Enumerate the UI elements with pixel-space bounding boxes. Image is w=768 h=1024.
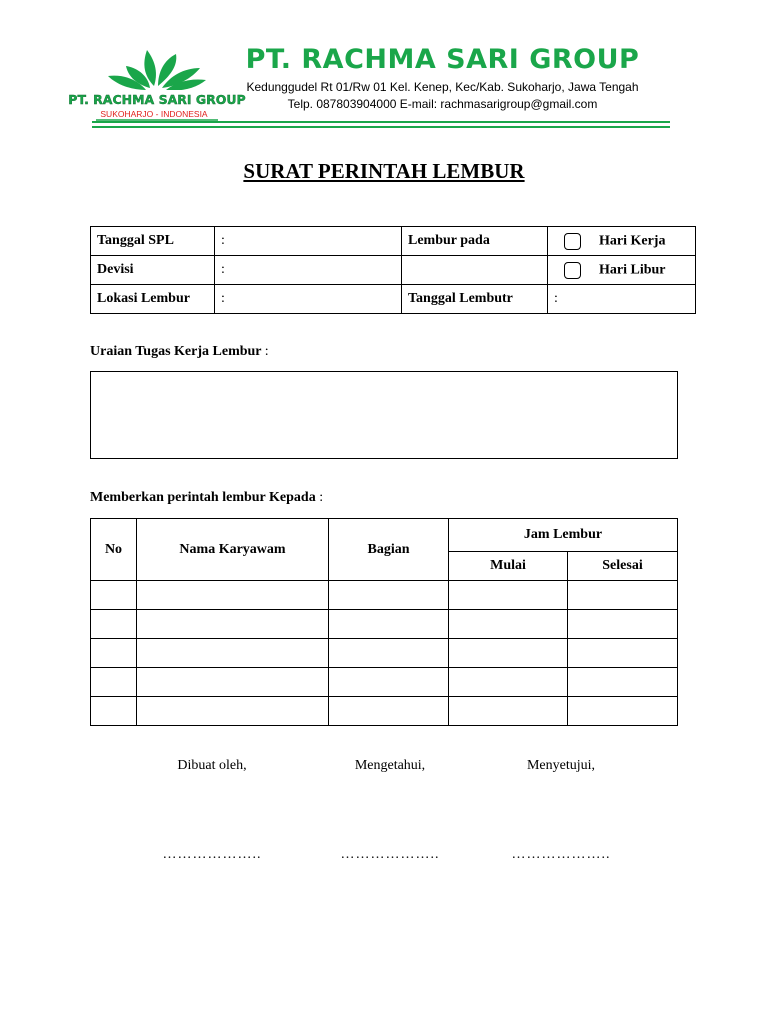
table-row: [91, 285, 696, 314]
company-logo: [68, 46, 246, 122]
cell[interactable]: [137, 581, 329, 610]
header-nama: Nama Karyawam: [137, 519, 329, 581]
tanggal-spl-label: Tanggal SPL: [91, 227, 215, 256]
cell[interactable]: [329, 581, 449, 610]
cell[interactable]: [137, 668, 329, 697]
signature-mengetahui-label: Mengetahui,: [354, 758, 426, 773]
company-name: PT. RACHMA SARI GROUP: [245, 44, 640, 75]
logo-wordmark: PT. RACHMA SARI GROUP: [68, 92, 246, 107]
cell[interactable]: [329, 697, 449, 726]
cell[interactable]: [91, 610, 137, 639]
tanggal-spl-field[interactable]: :: [215, 227, 402, 256]
hari-kerja-checkbox[interactable]: [564, 233, 581, 250]
company-contact: Telp. 087803904000 E-mail: rachmasarigroup@gmail.com: [287, 97, 598, 111]
tanggal-lembur-label: Tanggal Lembutr: [402, 285, 548, 314]
hari-libur-checkbox[interactable]: [564, 262, 581, 279]
task-description-box[interactable]: [90, 371, 678, 459]
header-jam-lembur: Jam Lembur: [449, 519, 678, 552]
document-title: SURAT PERINTAH LEMBUR: [243, 159, 525, 183]
cell[interactable]: [91, 668, 137, 697]
lokasi-lembur-label: Lokasi Lembur: [91, 285, 215, 314]
table-row[interactable]: [91, 581, 678, 610]
cell[interactable]: [329, 610, 449, 639]
table-row[interactable]: [91, 610, 678, 639]
table-header-row: [91, 519, 678, 552]
cell[interactable]: [91, 581, 137, 610]
header-rule: [92, 126, 670, 128]
company-address: Kedunggudel Rt 01/Rw 01 Kel. Kenep, Kec/Kab. Sukoharjo, Jawa Tengah: [246, 80, 639, 94]
leaf-logo-icon: [68, 46, 246, 122]
cell[interactable]: [137, 610, 329, 639]
header-no: No: [91, 519, 137, 581]
colon: :: [319, 490, 324, 505]
employee-table: [90, 518, 678, 726]
cell[interactable]: [91, 639, 137, 668]
signature-line: ………………..: [162, 847, 262, 862]
hari-libur-label: Hari Libur: [599, 262, 666, 277]
lokasi-lembur-field[interactable]: :: [215, 285, 402, 314]
cell[interactable]: [449, 668, 568, 697]
cell[interactable]: [568, 668, 678, 697]
overtime-info-table: [90, 226, 696, 314]
cell[interactable]: [449, 697, 568, 726]
signature-dibuat-label: Dibuat oleh,: [177, 758, 247, 773]
header-bagian: Bagian: [329, 519, 449, 581]
devisi-label: Devisi: [91, 256, 215, 285]
task-description-text: Uraian Tugas Kerja Lembur: [90, 344, 262, 359]
hari-kerja-option[interactable]: [548, 227, 696, 256]
cell[interactable]: [137, 697, 329, 726]
colon: :: [264, 344, 269, 359]
tanggal-lembur-field[interactable]: :: [548, 285, 696, 314]
cell[interactable]: [568, 610, 678, 639]
hari-libur-option[interactable]: [548, 256, 696, 285]
cell[interactable]: [568, 697, 678, 726]
cell[interactable]: [568, 581, 678, 610]
cell[interactable]: [91, 697, 137, 726]
table-row: [91, 256, 696, 285]
assign-label: [90, 490, 323, 506]
cell[interactable]: [449, 639, 568, 668]
header-rule: [92, 121, 670, 123]
header-selesai: Selesai: [568, 552, 678, 581]
cell[interactable]: [449, 610, 568, 639]
table-row[interactable]: [91, 697, 678, 726]
cell[interactable]: [329, 639, 449, 668]
cell[interactable]: [137, 639, 329, 668]
signature-line: ………………..: [511, 847, 611, 862]
assign-text: Memberkan perintah lembur Kepada: [90, 490, 316, 505]
devisi-field[interactable]: :: [215, 256, 402, 285]
hari-kerja-label: Hari Kerja: [599, 233, 666, 248]
task-description-label: [90, 344, 269, 360]
signature-line: ………………..: [340, 847, 440, 862]
lembur-pada-label: Lembur pada: [402, 227, 548, 256]
cell[interactable]: [449, 581, 568, 610]
logo-subtext: SUKOHARJO - INDONESIA: [100, 109, 208, 119]
cell[interactable]: [329, 668, 449, 697]
cell[interactable]: [568, 639, 678, 668]
signature-menyetujui-label: Menyetujui,: [526, 758, 596, 773]
table-row: [91, 227, 696, 256]
empty-cell: [402, 256, 548, 285]
table-row[interactable]: [91, 639, 678, 668]
header-mulai: Mulai: [449, 552, 568, 581]
table-row[interactable]: [91, 668, 678, 697]
